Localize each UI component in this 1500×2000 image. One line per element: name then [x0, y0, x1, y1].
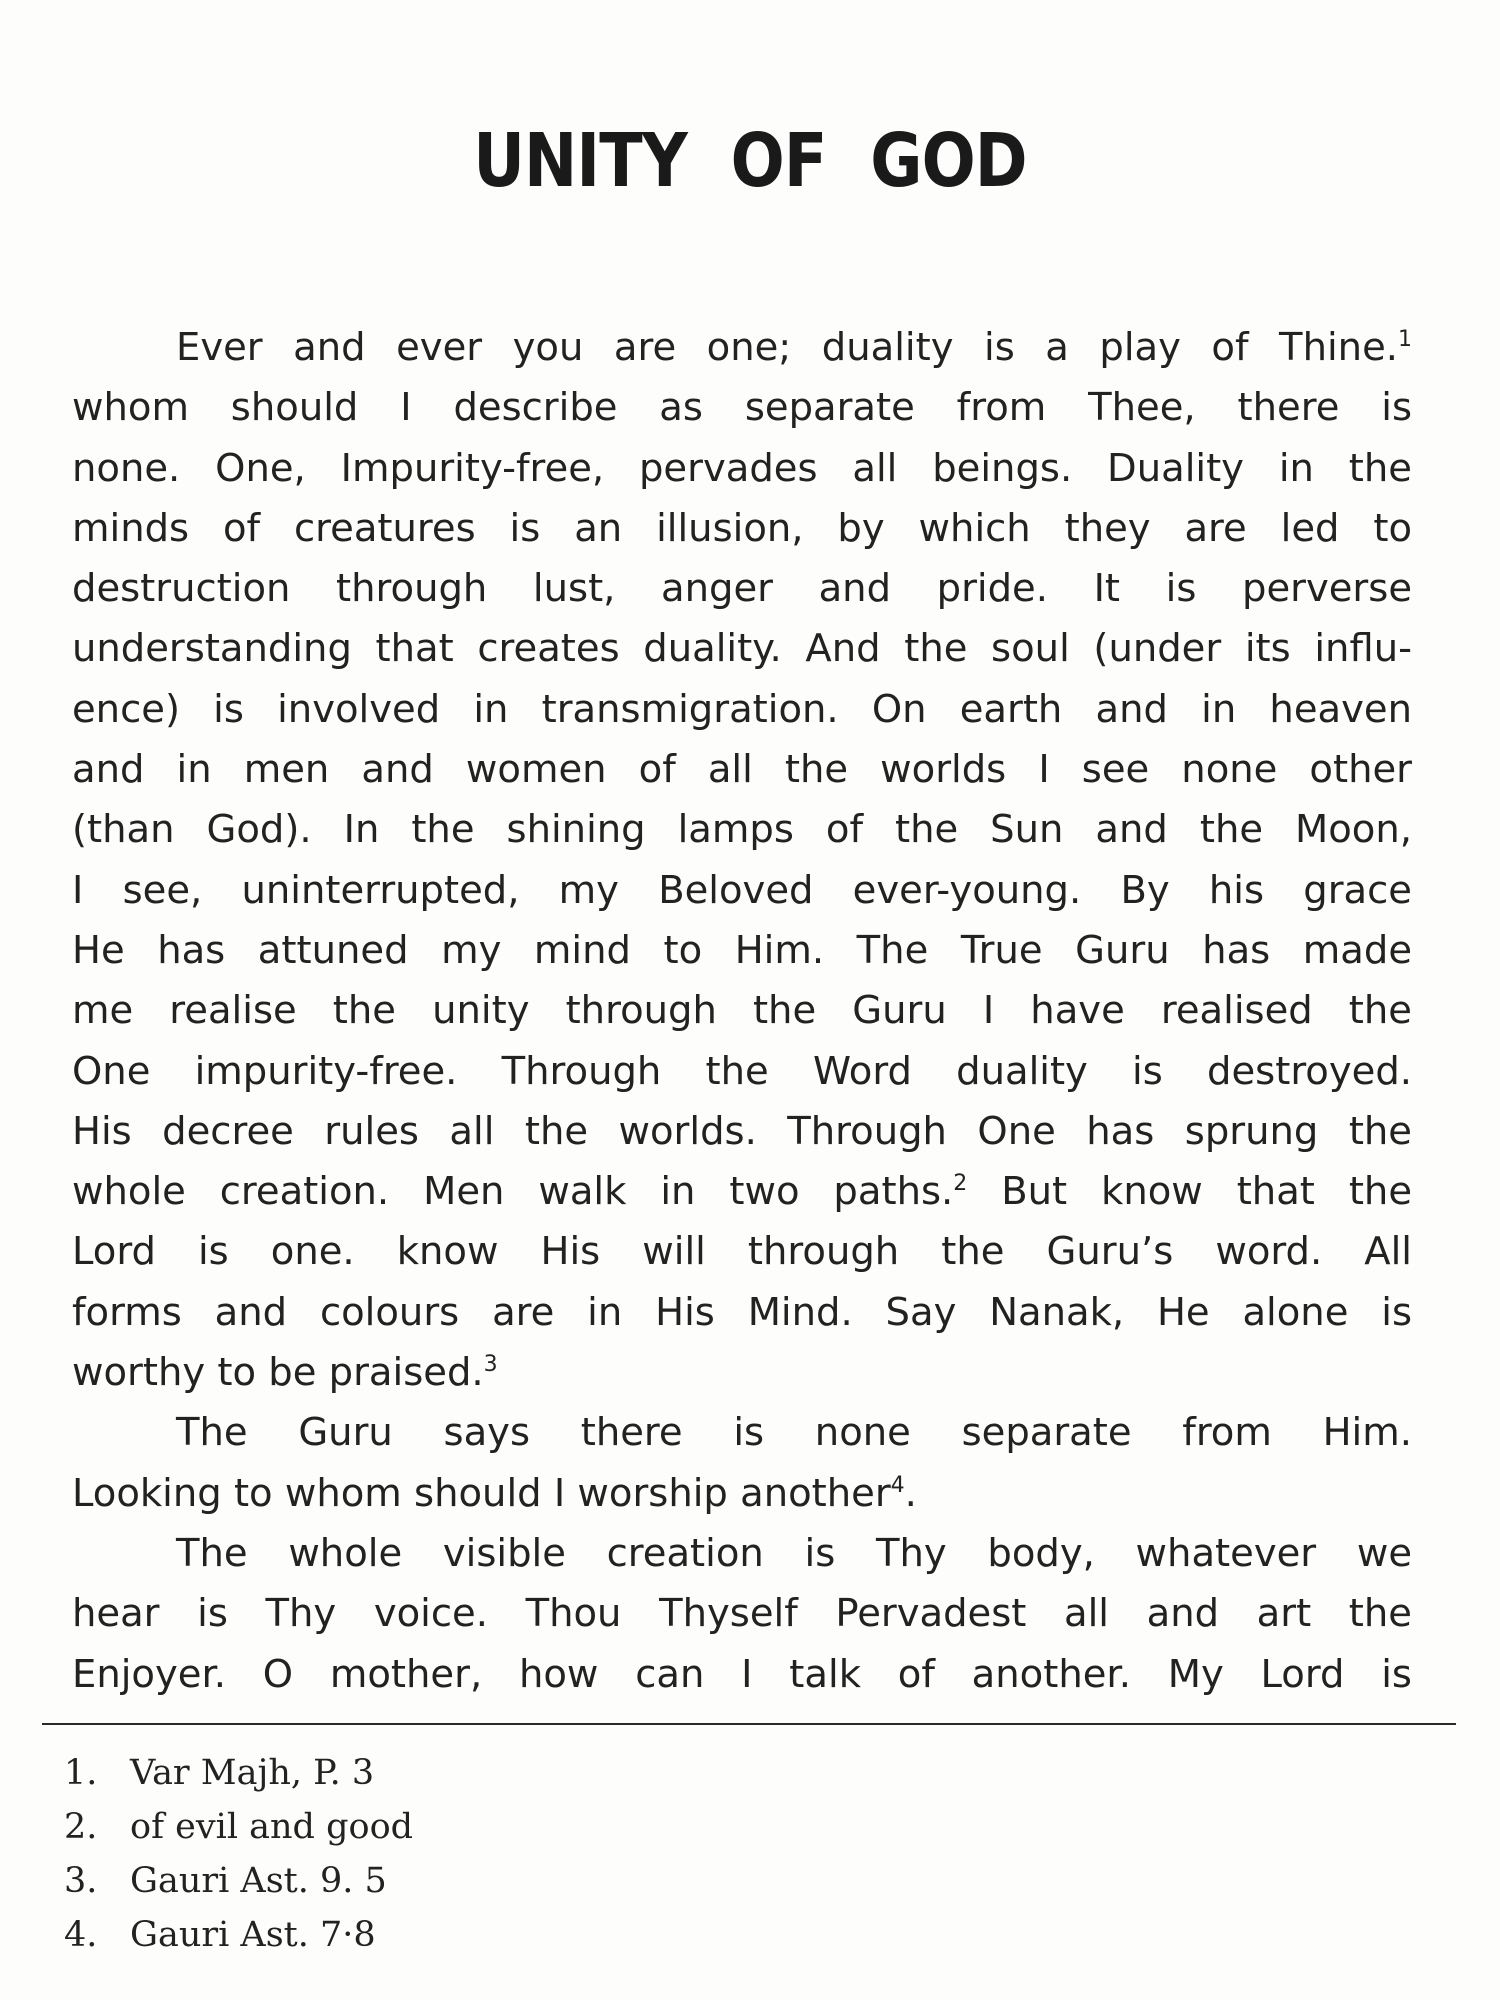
body-line: His decree rules all the worlds. Through One has sprung the [72, 1108, 1412, 1154]
body-line: One impurity-free. Through the Word duality is destroyed. [72, 1048, 1412, 1094]
page-title: UNITY OF GOD [473, 118, 1027, 204]
footnote-ref: 1 [1398, 327, 1412, 352]
body-line: understanding that creates duality. And the soul (under its influ- [72, 626, 1412, 672]
body-line: The whole visible creation is Thy body, whatever we [176, 1530, 1412, 1576]
body-line [72, 1162, 1412, 1222]
body-line: Enjoyer. O mother, how can I talk of another. My Lord is [72, 1651, 1412, 1697]
body-line: me realise the unity through the Guru I have realised the [72, 988, 1412, 1034]
body-line-text: Looking to whom should I worship another [72, 1470, 891, 1516]
footnote-text: Gauri Ast. 7·8 [130, 1915, 376, 1955]
body-line [72, 1464, 1412, 1524]
footnote-ref: 2 [953, 1171, 968, 1197]
body-line-text: worthy to be praised. [72, 1350, 484, 1396]
body-line-text: . [904, 1470, 917, 1516]
body-line-text: whole creation. Men walk in two paths. [72, 1169, 954, 1215]
body-line: whom should I describe as separate from Thee, there is [72, 385, 1412, 431]
body-line: Lord is one. know His will through the Guru’s word. All [72, 1229, 1412, 1275]
body-line-text: Ever and ever you are one; duality is a play of Thine. [176, 325, 1398, 370]
footnote-divider [42, 1723, 1456, 1725]
footnote-ref: 4 [890, 1472, 905, 1498]
footnote-text: Var Majh, P. 3 [130, 1753, 375, 1793]
body-line [72, 318, 1412, 378]
footnote-text: of evil and good [130, 1807, 414, 1847]
footnote-number: 3. [64, 1861, 98, 1901]
body-line: destruction through lust, anger and pride. It is perverse [72, 566, 1412, 612]
body-line: (than God). In the shining lamps of the Sun and the Moon, [72, 807, 1412, 853]
footnotes [64, 1746, 413, 1962]
footnote-item [64, 1800, 413, 1854]
footnote-item [64, 1746, 413, 1800]
body-line: I see, uninterrupted, my Beloved ever-young. By his grace [72, 867, 1412, 913]
footnote-number: 1. [64, 1753, 98, 1793]
body-line-text: But know that the [967, 1169, 1413, 1215]
body-text [72, 318, 1412, 1705]
footnote-item [64, 1908, 413, 1962]
footnote-item [64, 1854, 413, 1908]
body-line: forms and colours are in His Mind. Say Nanak, He alone is [72, 1289, 1412, 1335]
body-line: minds of creatures is an illusion, by which they are led to [72, 505, 1412, 551]
footnote-number: 4. [64, 1915, 98, 1955]
footnote-number: 2. [64, 1807, 98, 1847]
footnote-text: Gauri Ast. 9. 5 [130, 1861, 387, 1901]
body-line: and in men and women of all the worlds I see none other [72, 747, 1412, 793]
body-line [72, 1343, 1412, 1403]
footnote-ref: 3 [483, 1352, 498, 1378]
body-line: ence) is involved in transmigration. On earth and in heaven [72, 686, 1412, 732]
body-line: hear is Thy voice. Thou Thyself Pervadest all and art the [72, 1591, 1412, 1637]
body-line: He has attuned my mind to Him. The True Guru has made [72, 927, 1412, 973]
body-line: none. One, Impurity-free, pervades all beings. Duality in the [72, 445, 1412, 491]
body-line: The Guru says there is none separate from Him. [176, 1410, 1412, 1456]
